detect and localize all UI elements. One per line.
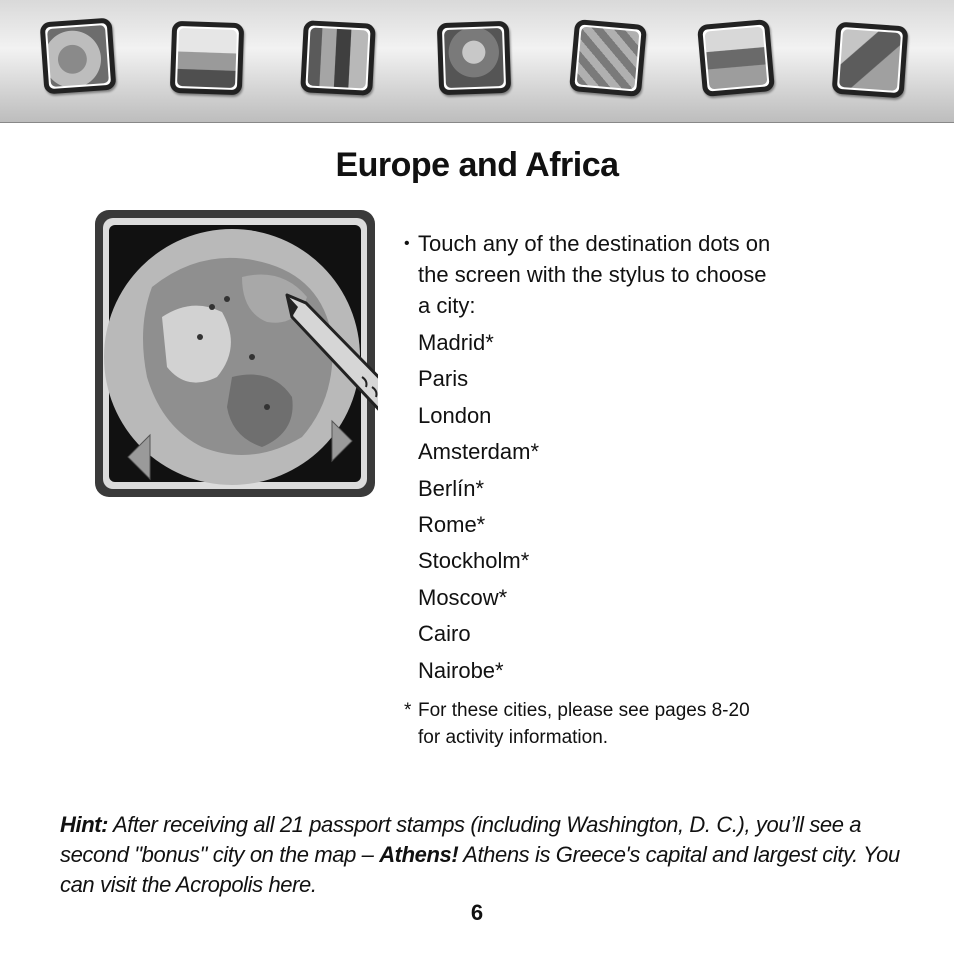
page-title: Europe and Africa (335, 146, 619, 184)
page-number: 6 (470, 900, 484, 925)
instruction-line-3: a city: (418, 293, 476, 318)
city-amsterdam: Amsterdam* (418, 439, 540, 465)
city-berlin: Berlín* (418, 475, 485, 501)
cities (404, 325, 924, 689)
city-list-section (404, 228, 924, 689)
instruction-line-1: Touch any of the destination dots on (418, 231, 771, 256)
device-screen-illustration (92, 207, 378, 500)
footnote-line-2: for activity information. (418, 727, 609, 748)
hint-text-2: Athens is Greece's capital and largest city. You can visit the Acropolis here. (60, 842, 900, 897)
landmark-photo-icon-4 (437, 21, 511, 95)
bullet: • (404, 235, 410, 252)
hint-bonus-city: Athens! (379, 842, 459, 867)
landmark-photo-icon-7 (832, 22, 909, 99)
landmark-photo-icon-5 (569, 19, 647, 97)
city-paris: Paris (418, 366, 469, 392)
landmark-photo-icon-2 (170, 21, 244, 95)
landmark-photo-icon-6 (697, 19, 775, 97)
city-rome: Rome* (418, 511, 486, 537)
instruction-line-2: the screen with the stylus to choose (418, 262, 767, 287)
landmark-photo-icon-3 (300, 20, 376, 96)
footnote-star: * (404, 700, 412, 721)
landmark-photo-icon-1 (40, 18, 117, 95)
city-london: London (418, 402, 492, 428)
city-moscow: Moscow* (418, 584, 508, 610)
footnote-line-1: For these cities, please see pages 8-20 (418, 700, 750, 721)
city-nairobe: Nairobe* (418, 657, 504, 683)
instruction-text (404, 228, 924, 321)
city-cairo: Cairo (418, 621, 471, 647)
hint-paragraph (60, 810, 910, 900)
city-stockholm: Stockholm* (418, 548, 530, 574)
thumbnail-banner (0, 0, 954, 123)
footnote (404, 697, 904, 751)
city-madrid: Madrid* (418, 330, 494, 355)
hint-text-1: After receiving all 21 passport stamps (including Washington, D. C.), you’ll see a second "bonus" city on the map – (60, 812, 862, 867)
hint-label: Hint: (60, 812, 109, 837)
